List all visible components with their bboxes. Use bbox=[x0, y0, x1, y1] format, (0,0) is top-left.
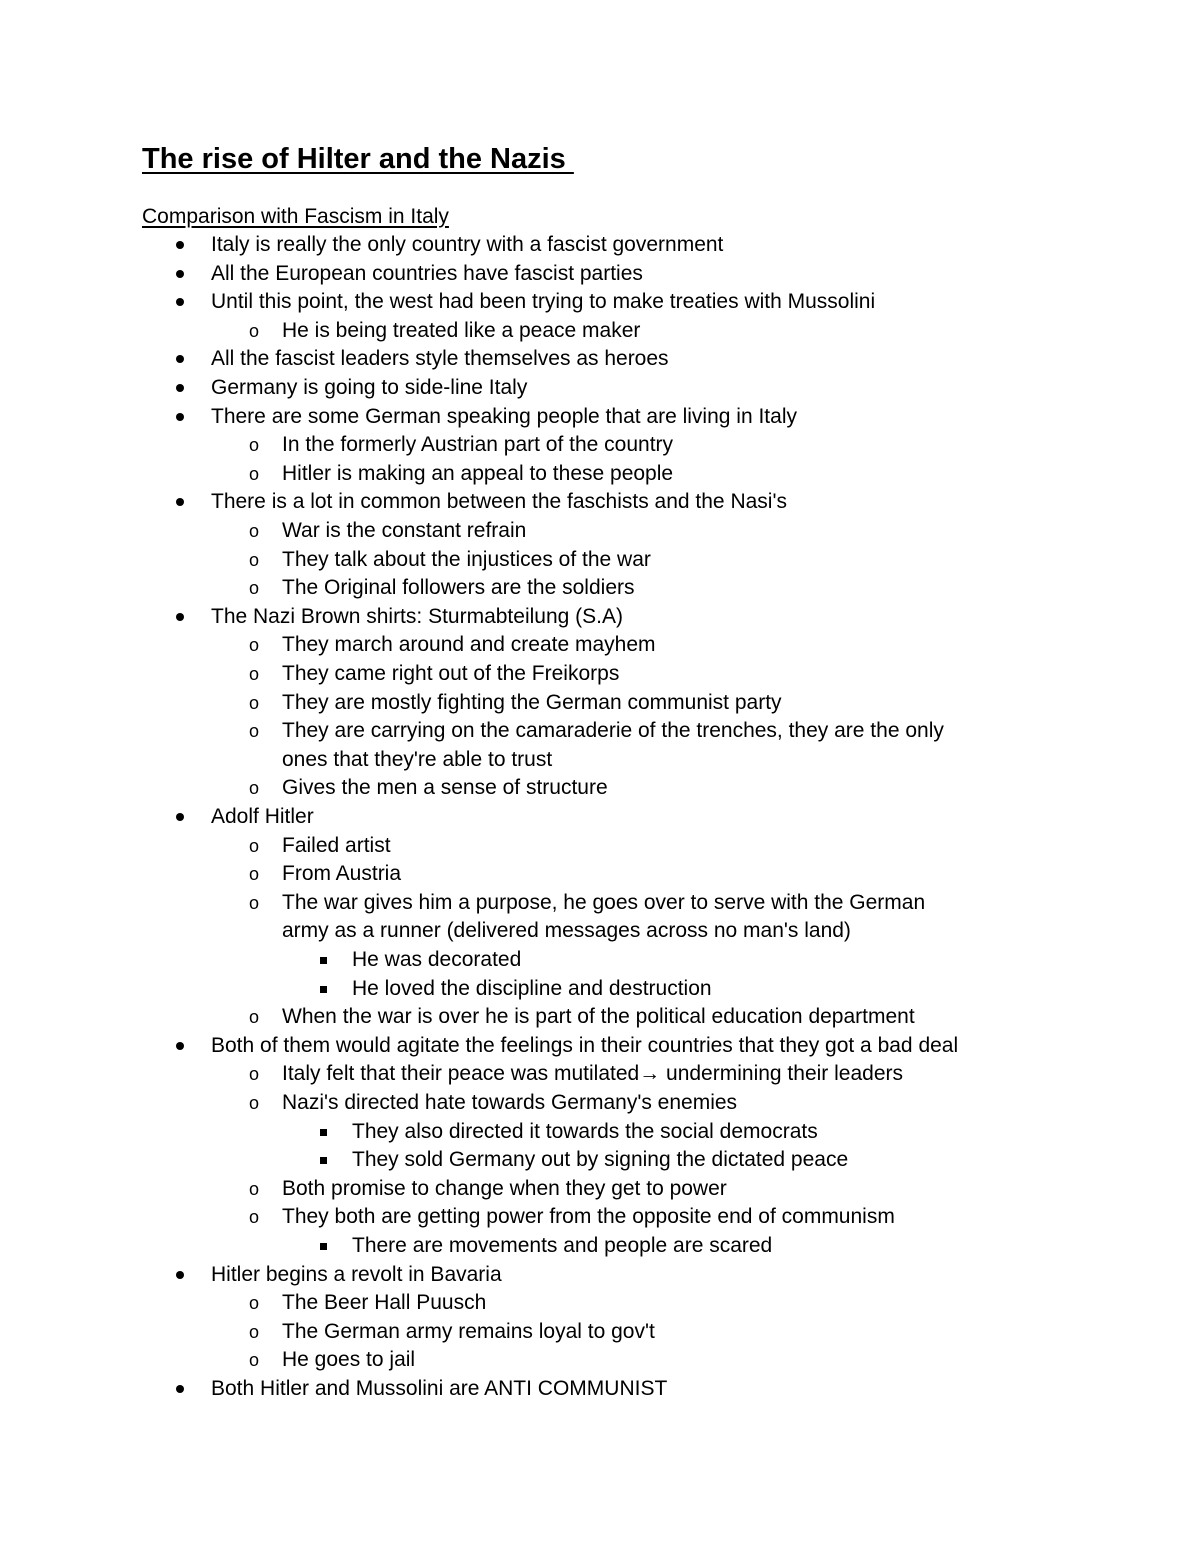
bullet-circle-marker: o bbox=[249, 549, 260, 570]
bullet-disc-icon bbox=[176, 270, 184, 278]
list-item-text: The German army remains loyal to gov't bbox=[282, 1319, 655, 1343]
bullet-circle-marker: o bbox=[249, 664, 260, 684]
list-item-text: They march around and create mayhem bbox=[282, 633, 656, 657]
list-item-text: Failed artist bbox=[282, 833, 391, 857]
list-item-text: All the fascist leaders style themselves as heroes bbox=[211, 347, 669, 371]
list-item-text: ones that they're able to trust bbox=[282, 747, 553, 771]
bullet-disc-icon bbox=[176, 498, 184, 506]
list-item-text: All the European countries have fascist parties bbox=[211, 261, 643, 285]
list-item-text: army as a runner (delivered messages across no man's land) bbox=[282, 919, 851, 943]
list-item-text: Until this point, the west had been trying to make treaties with Mussolini bbox=[211, 290, 876, 314]
bullet-disc-icon bbox=[176, 1385, 184, 1393]
list-item-text: When the war is over he is part of the political education department bbox=[282, 1005, 915, 1029]
bullet-disc-icon bbox=[176, 384, 184, 392]
list-item-text: There are some German speaking people that are living in Italy bbox=[211, 404, 797, 428]
list-item-text: Italy is really the only country with a fascist government bbox=[211, 233, 724, 256]
list-item-text: There is a lot in common between the faschists and the Nasi's bbox=[211, 490, 787, 514]
list-item-text: Hitler is making an appeal to these people bbox=[282, 461, 674, 485]
bullet-square-icon bbox=[320, 1129, 327, 1136]
bullet-circle-marker: o bbox=[249, 778, 260, 799]
list-item-text: The Nazi Brown shirts: Sturmabteilung (S.A) bbox=[211, 604, 623, 628]
list-item-text: Italy felt that their peace was mutilated→ undermining their leaders bbox=[282, 1062, 903, 1086]
list-item-text: They also directed it towards the social democrats bbox=[352, 1119, 818, 1143]
list-item-text: Adolf Hitler bbox=[211, 805, 314, 828]
bullet-circle-marker: o bbox=[249, 435, 260, 456]
list-item-text: They both are getting power from the opposite end of communism bbox=[282, 1205, 895, 1229]
list-item-text: The Original followers are the soldiers bbox=[282, 576, 635, 600]
bullet-circle-marker: o bbox=[249, 864, 260, 885]
bullet-circle-marker: o bbox=[249, 1178, 260, 1199]
list-item-text: They are carrying on the camaraderie of the trenches, they are the only bbox=[282, 719, 944, 743]
bullet-circle-marker: o bbox=[249, 521, 260, 541]
list-item-text: Hitler begins a revolt in Bavaria bbox=[211, 1262, 502, 1286]
bullet-disc-icon bbox=[176, 1271, 184, 1279]
list-item-text: Both Hitler and Mussolini are ANTI COMMUNIST bbox=[211, 1377, 668, 1400]
bullet-circle-marker: o bbox=[249, 835, 260, 856]
list-item-text: He goes to jail bbox=[282, 1348, 416, 1372]
bullet-disc-icon bbox=[176, 413, 184, 421]
bullet-square-icon bbox=[320, 957, 327, 964]
list-item-text: They sold Germany out by signing the dictated peace bbox=[352, 1148, 849, 1172]
list-item-text: From Austria bbox=[282, 862, 402, 886]
bullet-circle-marker: o bbox=[249, 892, 260, 913]
list-item-text: They came right out of the Freikorps bbox=[282, 662, 620, 685]
list-item-text: The war gives him a purpose, he goes over to serve with the German bbox=[282, 890, 926, 914]
bullet-circle-marker: o bbox=[249, 1293, 260, 1314]
bullet-disc-icon bbox=[176, 298, 184, 306]
bullet-disc-icon bbox=[176, 813, 184, 821]
bullet-circle-marker: o bbox=[249, 1007, 260, 1028]
bullet-circle-marker: o bbox=[249, 635, 260, 656]
bullet-square-icon bbox=[320, 1243, 327, 1250]
bullet-square-icon bbox=[320, 1157, 327, 1164]
list-item-text: In the formerly Austrian part of the country bbox=[282, 433, 674, 457]
bullet-circle-marker: o bbox=[249, 1064, 260, 1085]
list-item-text: Nazi's directed hate towards Germany's enemies bbox=[282, 1091, 738, 1114]
bullet-circle-marker: o bbox=[249, 578, 260, 599]
bullet-circle-marker: o bbox=[249, 721, 260, 742]
bullet-circle-marker: o bbox=[249, 1093, 260, 1113]
list-item-text: They are mostly fighting the German communist party bbox=[282, 690, 782, 714]
bullet-disc-icon bbox=[176, 613, 184, 621]
list-item-text: They talk about the injustices of the war bbox=[282, 547, 651, 571]
bullet-circle-marker: o bbox=[249, 1350, 260, 1371]
bullet-circle-marker: o bbox=[249, 320, 260, 341]
bullet-square-icon bbox=[320, 986, 327, 993]
bullet-circle-marker: o bbox=[249, 1321, 260, 1342]
list-item-text: Gives the men a sense of structure bbox=[282, 776, 608, 800]
bullet-disc-icon bbox=[176, 355, 184, 363]
list-item-text: The Beer Hall Puusch bbox=[282, 1291, 487, 1315]
list-item-text: Both of them would agitate the feelings in their countries that they got a bad deal bbox=[211, 1033, 959, 1057]
bullet-circle-marker: o bbox=[249, 463, 260, 484]
list-item-text: War is the constant refrain bbox=[282, 519, 527, 542]
list-item-text: There are movements and people are scared bbox=[352, 1234, 773, 1257]
page-title: The rise of Hilter and the Nazis bbox=[142, 143, 574, 175]
section-subheading: Comparison with Fascism in Italy bbox=[142, 205, 449, 228]
bullet-disc-icon bbox=[176, 241, 184, 249]
bullet-disc-icon bbox=[176, 1042, 184, 1050]
list-item-text: He loved the discipline and destruction bbox=[352, 976, 712, 1000]
bullet-circle-marker: o bbox=[249, 692, 260, 713]
bullet-circle-marker: o bbox=[249, 1207, 260, 1228]
list-item-text: He was decorated bbox=[352, 948, 522, 971]
list-item-text: Both promise to change when they get to power bbox=[282, 1176, 727, 1200]
list-item-text: He is being treated like a peace maker bbox=[282, 318, 641, 342]
list-item-text: Germany is going to side-line Italy bbox=[211, 376, 528, 399]
